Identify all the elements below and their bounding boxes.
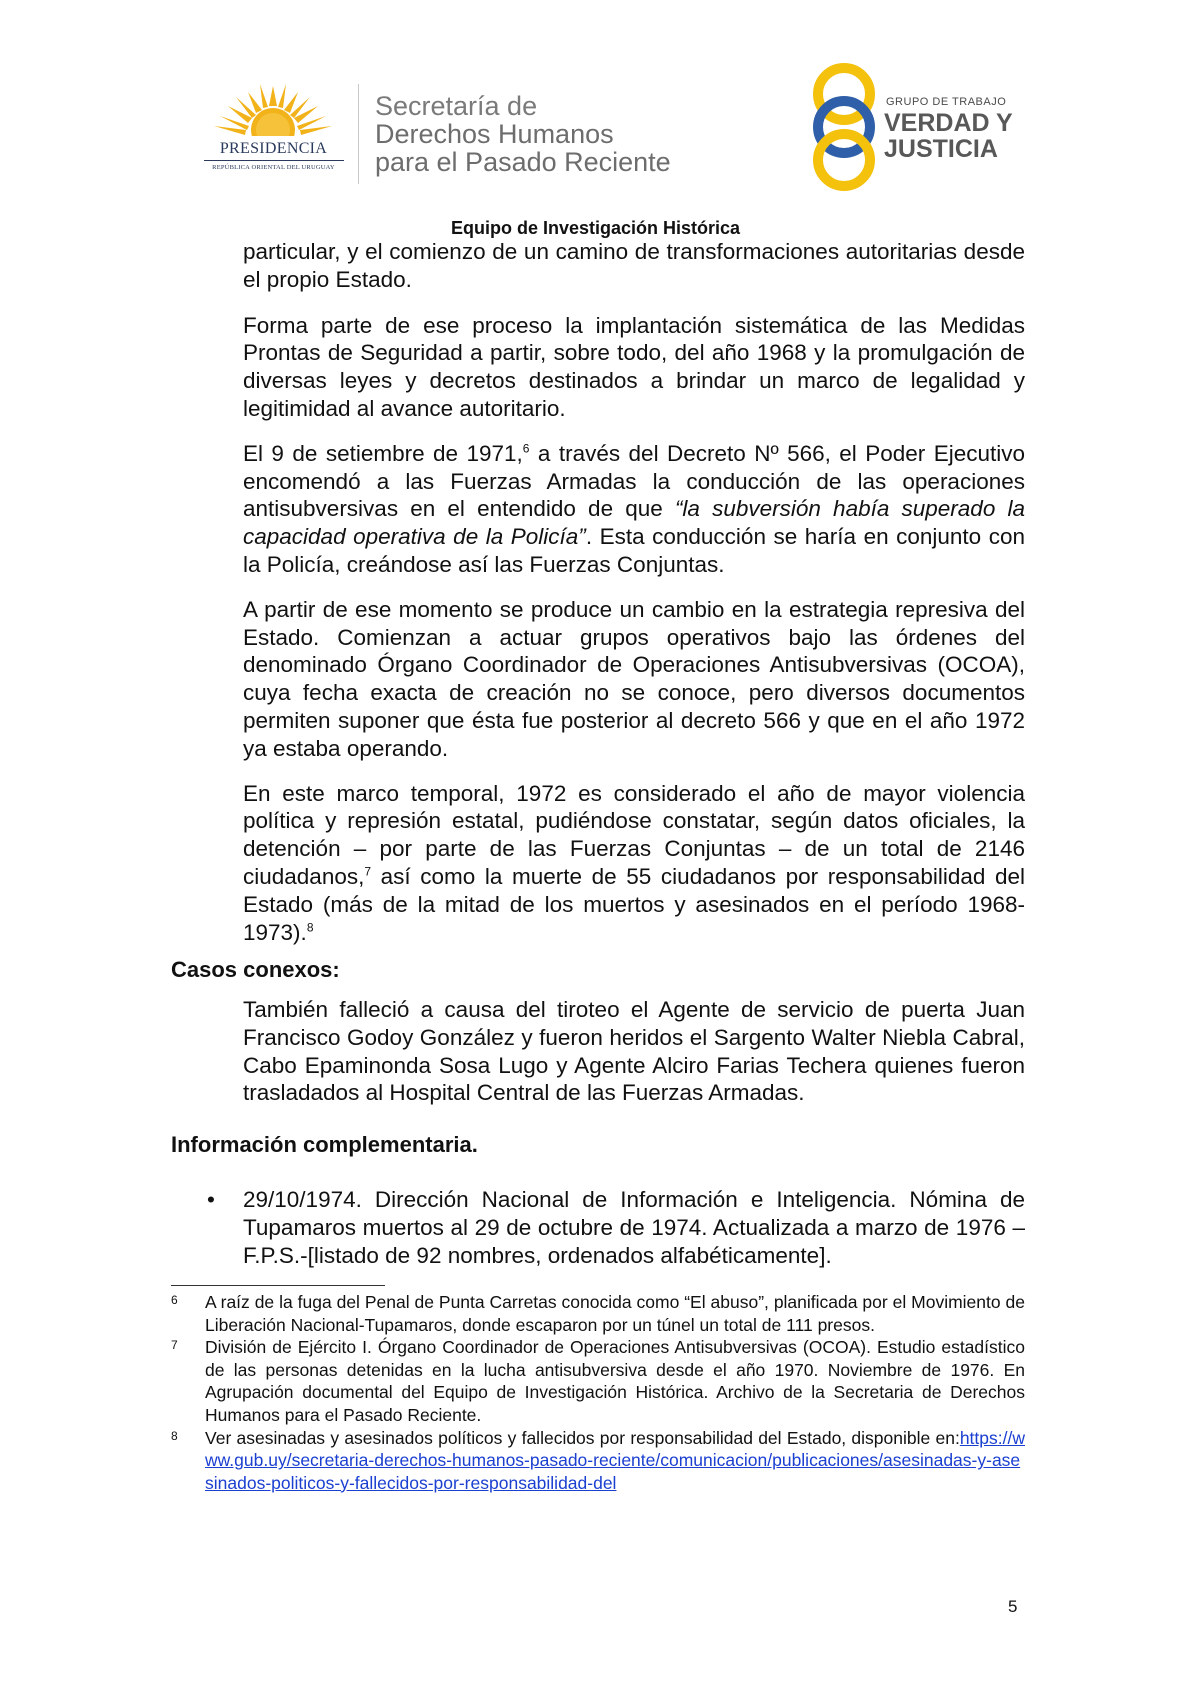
- footnote-text: Ver asesinadas y asesinados políticos y fallecidos por responsabilidad del Estado, disponible en:: [205, 1427, 960, 1448]
- paragraph-3: [243, 440, 1025, 579]
- team-title: Equipo de Investigación Histórica: [450, 218, 741, 238]
- secretaria-logo-text: [375, 92, 671, 176]
- secretaria-line-2: Derechos Humanos: [375, 119, 614, 149]
- paragraph-2: Forma parte de ese proceso la implantación sistemática de las Medidas Prontas de Seguridad a partir, sobre todo, del año 1968 y la promulgación de diversas leyes y decretos destinados a brindar un marco de legalidad y legitimidad al avance autoritario.: [243, 312, 1025, 421]
- p3-part-a: El 9 de setiembre de 1971,: [243, 440, 523, 466]
- paragraph-4: A partir de ese momento se produce un cambio en la estrategia represiva del Estado. Comienzan a actuar grupos operativos bajo las órdenes del denominado Órgano Coordinador de Operaciones Antisubversivas (OCOA), cuya fecha exacta de creación no se conoce, pero diversos documentos permiten suponer que ésta fue posterior al decreto 566 y que en el año 1972 ya estaba operando.: [243, 596, 1025, 761]
- info-heading: Información complementaria.: [171, 1132, 478, 1157]
- p3-quote: “la subversión había superado la capacidad operativa de la Policía”: [243, 496, 1025, 550]
- sun-icon: [196, 80, 351, 142]
- footnote-8: [171, 1427, 1025, 1495]
- verdad-line-2-text: VERDAD Y: [884, 109, 1013, 137]
- rings-icon: [810, 62, 880, 192]
- verdad-line-1: GRUPO DE TRABAJO: [886, 96, 1007, 108]
- verdad-line-3-text: JUSTICIA: [884, 135, 998, 163]
- footnote-ref-8: 8: [306, 920, 314, 935]
- footnote-link[interactable]: https://www.gub.uy/secretaria-derechos-humanos-pasado-reciente/comunicacion/publicaciones/asesinadas-y-asesinados-politicos-y-fallecidos-por-responsabilidad-del: [205, 1427, 1025, 1493]
- casos-heading: Casos conexos:: [171, 957, 340, 982]
- page-number: 5: [1008, 1597, 1018, 1616]
- body-text: [243, 238, 1025, 963]
- footnote-number: 8: [171, 1428, 178, 1443]
- footnote-7: [171, 1336, 1025, 1426]
- header-divider: [358, 84, 359, 184]
- footnote-6: [171, 1291, 1025, 1336]
- info-item-1: 29/10/1974. Dirección Nacional de Información e Inteligencia. Nómina de Tupamaros muertos al 29 de octubre de 1974. Actualizada a marzo de 1976 –F.P.S.-[listado de 92 nombres, ordenados alfabéticamente].: [243, 1187, 1025, 1268]
- casos-text: También falleció a causa del tiroteo el Agente de servicio de puerta Juan Francisco Godoy González y fueron heridos el Sargento Walter Niebla Cabral, Cabo Epaminonda Sosa Lugo y Agente Alciro Farias Techera quienes fueron trasladados al Hospital Central de las Fuerzas Armadas.: [243, 997, 1025, 1106]
- p3-part-b: a través del Decreto Nº 566, el Poder Ejecutivo encomendó a las Fuerzas Armadas la conducción de las operaciones antisubversivas en el entendido de que: [243, 440, 1025, 522]
- presidencia-word: PRESIDENCIA: [219, 140, 328, 157]
- footnote-number: 6: [171, 1293, 178, 1307]
- page-header: [0, 0, 1191, 210]
- presidencia-logo: [196, 80, 351, 180]
- secretaria-line-3: para el Pasado Reciente: [375, 147, 671, 177]
- presidencia-subtitle: REPÚBLICA ORIENTAL DEL URUGUAY: [212, 164, 335, 171]
- footnote-ref-7: 7: [364, 864, 372, 879]
- footnote-text: División de Ejército I. Órgano Coordinador de Operaciones Antisubversivas (OCOA). Estudio estadístico de las personas detenidas en la lucha antisubversiva desde el año 1970. Noviembre de 1976. En Agrupación documental del Equipo de Investigación Histórica. Archivo de la Secretaria de Derechos Humanos para el Pasado Reciente.: [205, 1337, 1025, 1425]
- footnote-number: 7: [171, 1338, 178, 1353]
- footnote-ref-6: 6: [522, 441, 530, 456]
- footnotes: [171, 1291, 1025, 1494]
- secretaria-line-1: Secretaría de: [375, 91, 538, 121]
- verdad-line-2: [884, 110, 1013, 162]
- paragraph-5: [243, 780, 1025, 947]
- p3-part-c: . Esta conducción se haría en conjunto con la Policía, creándose así las Fuerzas Conjuntas.: [243, 524, 1026, 577]
- bullet-icon: •: [207, 1187, 215, 1212]
- paragraph-1: particular, y el comienzo de un camino de transformaciones autoritarias desde el propio Estado.: [243, 239, 1025, 292]
- verdad-justicia-logo: [810, 62, 1050, 192]
- p5-part-b: así como la muerte de 55 ciudadanos por responsabilidad del Estado (más de la mitad de los muertos y asesinados en el período 1968-1973).: [243, 863, 1025, 945]
- p5-part-a: En este marco temporal, 1972 es considerado el año de mayor violencia política y represión estatal, pudiéndose constatar, según datos oficiales, la detención – por parte de las Fuerzas Conjuntas – de un total de 2146 ciudadanos,: [243, 780, 1025, 889]
- logo-divider: [204, 160, 344, 161]
- footnote-separator: [171, 1285, 385, 1286]
- footnote-text: A raíz de la fuga del Penal de Punta Carretas conocida como “El abuso”, planificada por el Movimiento de Liberación Nacional-Tupamaros, donde escaparon por un túnel un total de 111 presos.: [205, 1292, 1025, 1335]
